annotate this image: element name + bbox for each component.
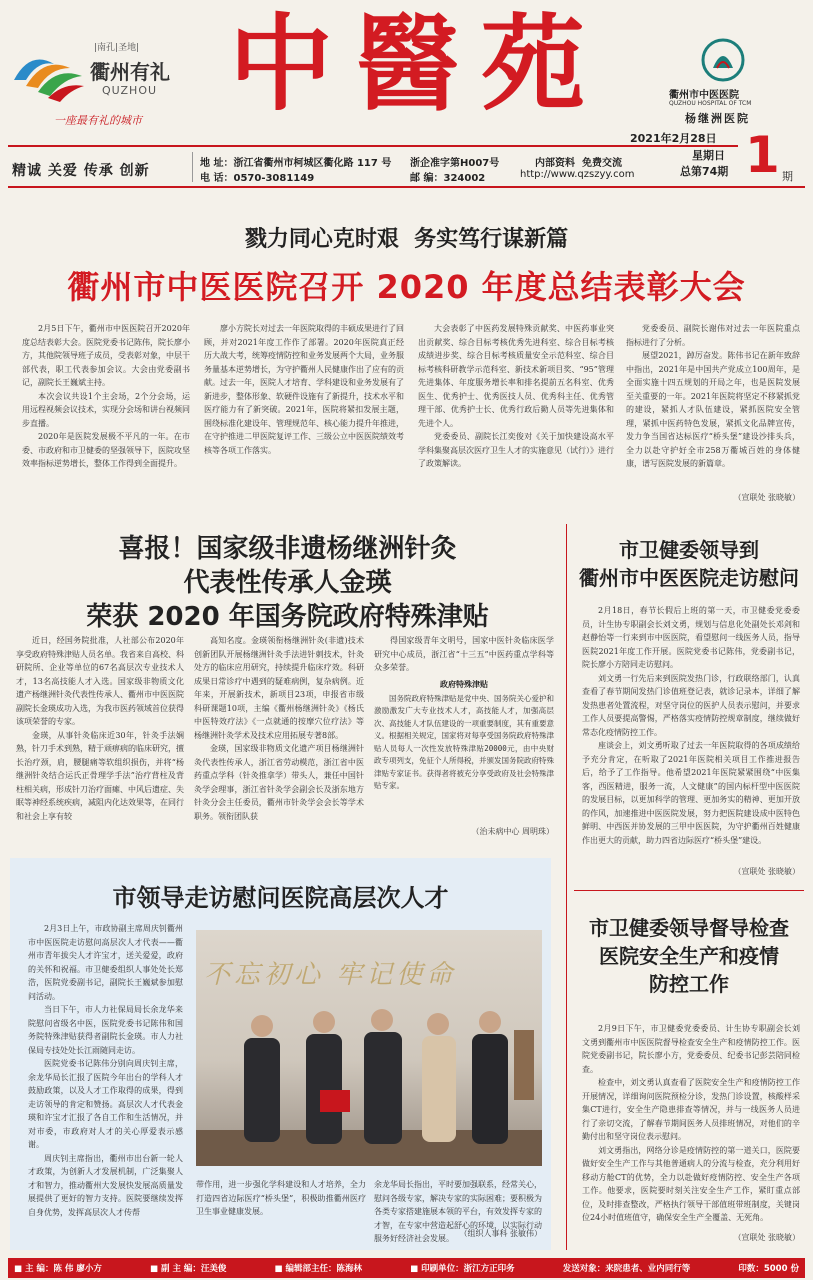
hospital-sub: 杨继洲医院 <box>685 112 750 125</box>
masthead <box>0 0 813 150</box>
lead-paragraph: 党委委员、副院长谢伟对过去一年医院重点指标进行了分析。 <box>626 324 800 347</box>
article2-box-paragraph: 国务院政府特殊津贴是党中央、国务院关心爱护和激励激发广大专业技术人才，高技能人才，加强高层次、高技能人才队伍建设的一项重要制度，其有重要意义。根据相关规定，国家将对每享受国务院政府特殊津贴人员每人一次性发放特殊津贴20000元，由中央财政专项列支，免征个人所得税，并颁发国务院政府特殊津贴专家证书。获得者将被充分享受政府及社会特殊津贴专家。 <box>374 693 554 790</box>
lead-col-2 <box>204 322 404 512</box>
article5-paragraph: 2月9日下午，市卫健委党委委员、计生协专职副会长刘文勇到衢州市中医医院督导检查安全生产和疫情防控工作。医院党委副书记，院长廖小方，党委委员、纪委书记彭芸陪同检查。 <box>582 1024 800 1074</box>
lead-paragraph: 本次会议共设1个主会场，2个分会场，运用远程视频会议技术，实现分会场和讲台视频同步直播。 <box>22 391 190 428</box>
article3-paragraph: 带作用，进一步强化学科建设和人才培养，全力打造四省边际医疗“桥头堡”，积极助推衢州医疗卫生事业健康发展。 <box>196 1180 366 1216</box>
city-logo-name: 衢州有礼 <box>90 60 170 84</box>
article2-box-title: 政府特殊津贴 <box>440 678 488 689</box>
lead-col-3 <box>418 322 614 512</box>
article3-col-2 <box>196 1178 366 1242</box>
right-column-rule <box>566 524 567 1250</box>
article2-paragraph: 金瑛，国家级非物质文化遗产项目杨继洲针灸代表性传承人，浙江省劳动模范，浙江省中医药重点学科（针灸推拿学）带头人，兼任中国针灸学会理事，浙江省针灸学会副会长及浙东地方针灸分会主任委员，衢州市针灸学会会长等学术职务。领衔团队获 <box>194 744 364 821</box>
city-logo-small: |南孔|圣地| <box>94 43 140 53</box>
article4-body <box>582 604 800 862</box>
lead-paragraph: 大会表彰了中医药发展特殊贡献奖、中医药事业突出贡献奖、综合目标考核优秀先进科室、综合目标考核成绩进步奖、综合目标考核质量安全示范科室、综合目标考核科研教学示范科室、新技术新项目奖、“95”管理先进集体、年度服务增长率和排名提前五名科室、优秀医生、优秀护士、优秀医技人员、优秀科主任、优秀管理干部、优秀护士长、优秀行政后勤人员等先进集体和先进个人。 <box>418 324 614 428</box>
issue-total: 总第74期 <box>680 165 729 178</box>
footer-audience: 发送对象：来院患者、业内同行等 <box>562 1264 691 1274</box>
lead-kicker: 戮力同心克时艰 务实笃行谋新篇 <box>244 227 569 252</box>
website-link[interactable]: http://www.qzszyy.com <box>520 169 635 180</box>
footer-editor: 主 编：陈 伟 廖小方 <box>25 1264 102 1274</box>
article4-paragraph: 2月18日，春节长假后上班的第一天，市卫健委党委委员，计生协专职副会长刘文勇，规划与信息化处副处长邓剑和赵静怡等一行来到市中医医院，看望慰问一线医务人员，指导医院2021年度工作开展。医院党委书记陈伟，党委副书记，院长廖小方陪同走访慰问。 <box>582 606 800 669</box>
article2-signature: （治未病中心 周明珠） <box>471 827 554 836</box>
article3-paragraph: 2月3日上午，市政协副主席周庆钊衢州市中医医院走访慰问高层次人才代表——衢州市青年拔尖人才许宝才，送关爱爱，政府的关怀和祝福。市卫健委组织人事处处长郑浩，医院党委副书记，副院长王巍斌参加慰问活动。 <box>28 924 183 1001</box>
article5-paragraph: 检查中，刘文勇认真查看了医院安全生产和疫情防控工作开展情况，详细询问医院预检分诊，发热门诊设置，核酸样采集CT进行，安全生产隐患排查等情况，并与一线医务人员进行了亲切交流，了解春节期间医务人员排班情况，对他们的辛勤付出和坚守岗位表示慰问。 <box>582 1078 800 1141</box>
article2-paragraph: 近日，经国务院批准，人社部公布2020年享受政府特殊津贴人员名单。我省来自高校、科研院所、企业等单位的67名高层次专业技术人才，13名高技能人才入选。国家级非物质文化遗产杨继洲针灸代表性传承人、衢州市中医医院副院长金瑛成功入选，为我市医药领域首位获得该项荣誉的专家。 <box>16 636 184 726</box>
issue-weekday: 星期日 <box>692 149 725 162</box>
postcode: 邮 编：324002 <box>410 173 486 184</box>
article5-signature: （宣联处 张晓敏） <box>733 1233 800 1242</box>
article4-paragraph: 座谈会上，刘文勇听取了过去一年医院取得的各项成绩给予充分肯定，在听取了2021年医院相关项目工作推进报告后，给予了工作指导。他希望2021年医院紧紧围绕“中医集客，西医精进，服务一流，人文健康”的国内标杆型中医医院的发展目标，以更加科学的管理、更加务实的精神、更加开放的作风，加速推进中医医院发展，努力把医院建设成中医特色鲜明、中西医并协发展的三甲中医医院，为守护衢州百姓健康作出更大的贡献，助力四省边际医疗“桥头堡”建设。 <box>582 741 800 845</box>
hospital-en: QUZHOU HOSPITAL OF TCM <box>669 100 752 107</box>
lead-paragraph: 廖小方院长对过去一年医院取得的丰硕成果进行了回顾，并对2021年度工作作了部署。2020年医院真正经历大战大考，统筹疫情防控和业务发展两个大局，业务服务量基本逆势增长，为守护衢州人民健康作出了应有的贡献。过去一年，医院人才培育、学科建设和业务发展有了新进步，整体形象、软硬件设施有了新提升，技术水平和医疗能力有了新突破。2021年，医院将紧扣发展主题，围绕标准化建设年、管理规范年、核心能力提升年推进，在守护推进二甲医院复评工作、三级公立中医医院绩效考核等各项工作落实。 <box>204 324 404 455</box>
lead-col-1 <box>22 322 190 512</box>
photo-people <box>196 990 542 1166</box>
article2-title-line3: 荣获 2020 年国务院政府特殊津贴 <box>86 602 489 632</box>
article3-title: 市领导走访慰问医院高层次人才 <box>112 884 449 912</box>
issue-unit: 期 <box>782 170 793 183</box>
lead-signature: （宣联处 张晓敏） <box>733 493 800 502</box>
footer-item <box>563 1262 691 1274</box>
article3-paragraph: 余龙华局长指出，平时要加强联系，经常关心，慰问各级专家，解决专家的实际困难；要积极为各类专家搭建施展本领的平台，有效发挥专家的才智，在专家中营造起舒心的环境，以实际行动服务好经济社会发展。 <box>374 1180 542 1243</box>
hospital-logo <box>655 38 795 128</box>
footer-item: ■ 编辑部主任：陈海林 <box>274 1264 363 1274</box>
article4-signature: （宣联处 张晓敏） <box>733 867 800 876</box>
article4-title-line1: 市卫健委领导到 <box>619 538 759 562</box>
article3-paragraph: 当日下午，市人力社保局局长余龙华来院慰问省级名中医，医院党委书记陈伟和国务院特殊津贴获得者副院长金瑛。市人力社保局专技处处长江雨随同走访。 <box>28 1005 183 1055</box>
article5-paragraph: 刘文勇指出，网络分诊是疫情防控的第一道关口，医院要做好安全生产工作与其他普通病人的分流与检查，充分利用好移动方舱CT的优势，全力以赴做好疫情防控、安全生产各项工作。他要求，医院要时刻关注安全生产工作，紧盯重点部位，及时排查整改，严格执行领导干部值班带班制度，关键岗位24小时值班值守，确保安全生产全覆盖、无死角。 <box>582 1145 800 1222</box>
city-logo <box>8 40 208 135</box>
lead-paragraph: 展望2021，踔厉奋发。陈伟书记在新年致辞中指出，2021年是中国共产党成立100周年，是全面实施十四五规划的开局之年，也是医院发展至关重要的一年。2021年医院将坚定不移紧抓党的建设，紧抓人才队伍建设，紧抓医院安全管理，紧抓中医药特色发展，紧抓文化品牌宣传，发力争当国省达标医疗“桥头堡”建设沙排头兵，全力以赴守护好全市258万衢城百姓的身体健康，谱写医院发展的新篇章。 <box>626 351 800 468</box>
article2-paragraph: 金瑛，从事针灸临床近30年，针灸手法娴熟，针刀手术到熟，精于顽痹病的临床研究，擅长治疗颈，肩，腰腿痛等软组织损伤，并将“杨继洲针灸结合运氏正骨理学手法”治疗背柱及背柱相关病，形成针刀治疗面瘫、中风后遗症、失眠等神经系统疾病，减阻内化达效果等，在同行和社会上享有较 <box>16 730 184 821</box>
article2-title-line2: 代表性传承人金瑛 <box>183 568 392 598</box>
lead-paragraph: 党委委员、副院长江奕俊对《关于加快建设高水平学科集聚高层次医疗卫生人才的实施意见（试行）》进行了政策解读。 <box>418 432 614 468</box>
article2-title-line1: 喜报！国家级非遗杨继洲针灸 <box>118 534 457 564</box>
footer-item: ■ 副 主 编：汪美俊 <box>149 1264 227 1274</box>
article2-col-1 <box>16 634 184 852</box>
city-logo-pinyin: QUZHOU <box>102 84 158 97</box>
footer-item: ■ 主 编：陈 伟 廖小方 <box>14 1264 102 1274</box>
article4-paragraph: 刘文勇一行先后来到医院发热门诊，行政联络部门，认真查看了春节期间发热门诊值班登记表，就诊记录本，详细了解发热患者处置流程，对坚守岗位的医护人员表示慰问，并要求工作人员要提高警惕，严格落实疫情防控规章制度，继续做好常态化疫情防控工作。 <box>582 673 800 737</box>
hospital-logo-mark <box>701 38 745 82</box>
infobar-top-rule <box>8 145 738 147</box>
divider <box>192 152 193 182</box>
address: 地 址：浙江省衢州市柯城区衢化路 117 号 <box>200 158 392 169</box>
city-logo-mark <box>8 46 88 106</box>
footer-item <box>738 1262 799 1274</box>
article3-paragraph: 医院党委书记陈伟分别向周庆钊主席，余龙华局长汇报了医院今年出台的学科人才鼓励政策，以及人才工作取得的成果，得到走访领导的肯定和赞扬。高层次人才代表金瑛和许宝才汇报了各自工作和生活情况，并对市委，市政府对人才的关心厚爱表示感谢。 <box>28 1059 183 1149</box>
issue-number: 1 <box>745 126 780 184</box>
article3-paragraph: 周庆钊主席指出，衢州市出台新一轮人才政策，为创新人才发展机制，广泛集聚人才和智力，推动衢州大发展快发展高质量发展提供了更好的智力支持。医院要继续发挥自身优势，发挥高层次人才传帮 <box>28 1153 183 1217</box>
lead-headline: 衢州市中医医院召开 2020 年度总结表彰大会 <box>67 268 746 306</box>
article5-body <box>582 1022 800 1228</box>
article2-col-2 <box>194 634 364 852</box>
lead-paragraph: 2020年是医院发展极不平凡的一年。在市委、市政府和市卫健委的坚强领导下，医院攻坚效率指标逆势增长，整体工作得到全面提升。 <box>22 432 190 468</box>
article2-col-3 <box>374 634 554 852</box>
hospital-name: 衢州市中医医院 <box>669 90 739 101</box>
photo-banner-text: 不忘初心 牢记使命 <box>204 960 457 990</box>
article4-title-line2: 衢州市中医医院走访慰问 <box>579 566 799 590</box>
lead-paragraph: 2月5日下午，衢州市中医医院召开2020年度总结表彰大会。医院党委书记陈伟，院长廖小方，其他院领导班子成员，受表彰对象，中层干部代表，职工代表参加会议。大会由党委副书记，副院长王巍斌主持。 <box>22 324 190 387</box>
article3-photo <box>196 930 542 1166</box>
article3-signature: （组织人事科 张敏伟） <box>459 1229 542 1238</box>
article5-title-line1: 市卫健委领导督导检查 <box>589 916 789 940</box>
article2-paragraph: 得国家级青年文明号，国家中医针灸临床医学研究中心成员，浙江省“十三五”中医药重点学科等众多荣誉。 <box>374 636 554 672</box>
article5-title-line2: 医院安全生产和疫情 <box>599 944 779 968</box>
footer-deputy: 副 主 编：汪美俊 <box>160 1264 227 1274</box>
footer-director: 编辑部主任：陈海林 <box>285 1264 363 1274</box>
footer-print-count: 印数：5000 份 <box>738 1264 799 1274</box>
footer-bar <box>8 1258 805 1278</box>
internal-notice: 内部资料 免费交流 <box>535 158 622 169</box>
article5-title-line3: 防控工作 <box>649 972 729 996</box>
article3-col-1 <box>28 922 183 1242</box>
infobar-bottom-rule <box>8 186 805 188</box>
issue-date: 2021年2月28日 <box>630 132 717 145</box>
motto: 精诚 关爱 传承 创新 <box>12 163 150 179</box>
newspaper-title: 中醫苑 <box>228 2 607 125</box>
city-logo-slogan: 一座最有礼的城市 <box>54 114 142 127</box>
license: 浙企准字第H007号 <box>410 158 500 169</box>
article2-paragraph: 高知名度。金瑛领衔杨继洲针灸(非遗)技术创新团队开展杨继洲针灸手法进针刺技术，针灸处方的临床应用研究，持续提升临床疗效。科研成果日常诊疗中遇到的疑难病例，复杂病例。近年来，开展新技术，新项目23项，申报省市级科研课题10项，主编《衢州杨继洲针灸》《杨氏中医特效疗法》《一点就通的按摩穴位疗法》等杨继洲针灸学术及技术应用拓展专著8部。 <box>194 636 364 740</box>
lead-col-4 <box>626 322 800 492</box>
phone: 电 话：0570-3081149 <box>200 173 315 184</box>
footer-printer: 印刷单位：浙江方正印务 <box>421 1264 515 1274</box>
article5-rule <box>574 890 804 891</box>
footer-item: ■ 印刷单位：浙江方正印务 <box>410 1264 515 1274</box>
